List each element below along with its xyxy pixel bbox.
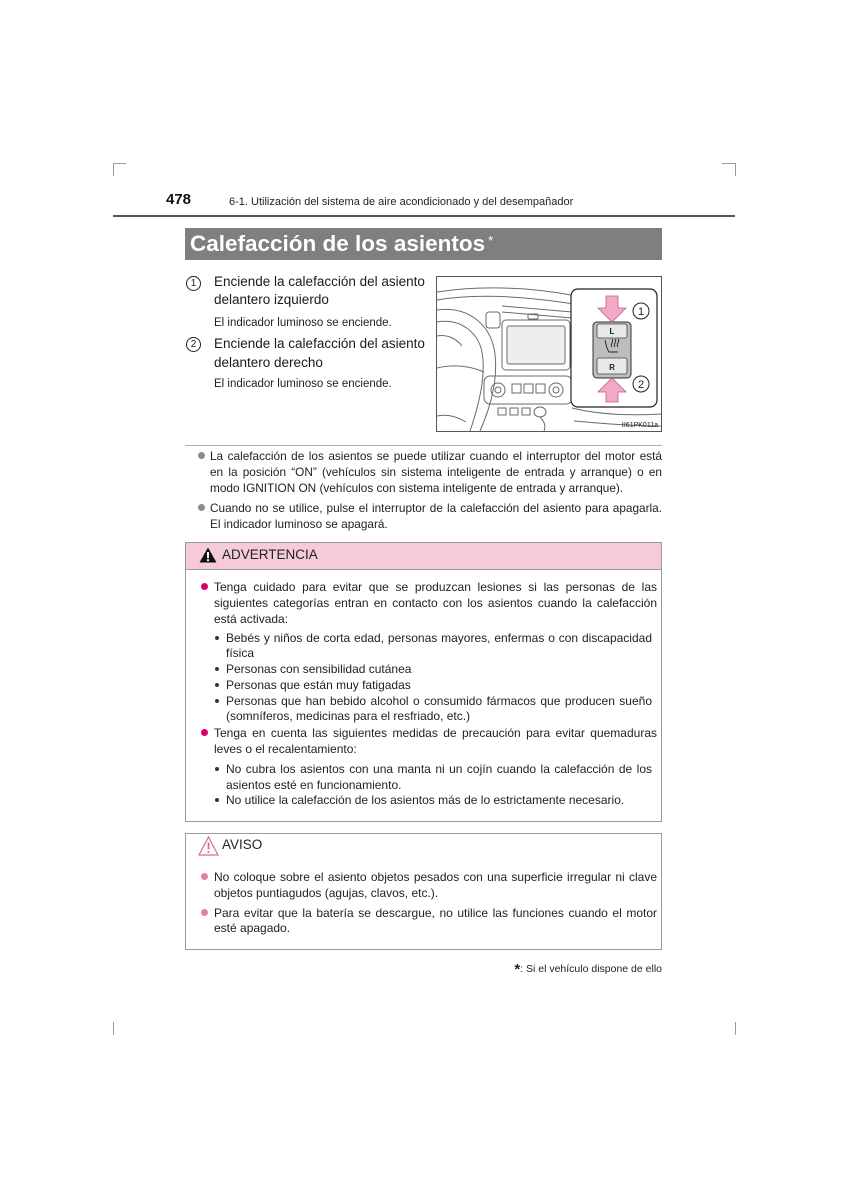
section-heading: 6-1. Utilización del sistema de aire acondicionado y del desempañador: [229, 196, 574, 208]
sub-bullet: [215, 699, 219, 703]
crop-mark-bottom-left: [113, 1022, 114, 1035]
display-screen: [507, 326, 565, 364]
warning-subitem-line: No cubra los asientos con una manta ni un cojín cuando la calefacción de los: [226, 762, 652, 776]
notice-line: esté apagado.: [214, 921, 291, 935]
step-number: 2: [190, 339, 197, 350]
note-bullet: [198, 452, 205, 459]
sub-bullet: [215, 767, 219, 771]
crop-mark-bottom-right: [735, 1022, 736, 1035]
notes-divider: [185, 445, 662, 446]
notice-line: No coloque sobre el asiento objetos pesados con una superficie irregular ni clave: [214, 870, 657, 884]
sub-bullet: [215, 636, 219, 640]
crop-mark-top-right-v: [735, 163, 736, 176]
caution-triangle-icon: [198, 836, 219, 856]
sub-bullet: [215, 798, 219, 802]
callout-number: 2: [637, 379, 645, 391]
switch-left-label: L: [609, 327, 615, 336]
step-text-line: Enciende la calefacción del asiento: [214, 274, 425, 289]
sub-bullet: [215, 667, 219, 671]
step-detail: El indicador luminoso se enciende.: [214, 378, 392, 390]
seat-heater-switch-illustration: [436, 276, 662, 432]
note-line: modo IGNITION ON (vehículos con sistema inteligente de entrada y arranque).: [210, 481, 624, 495]
crop-mark-top-left-v: [113, 163, 114, 176]
header-rule: [113, 215, 735, 217]
crop-mark-top-left-h: [113, 163, 126, 164]
warning-subitem-line: asientos esté en funcionamiento.: [226, 778, 402, 792]
warning-triangle-icon: [199, 547, 217, 563]
warning-subitem-line: Personas con sensibilidad cutánea: [226, 662, 412, 676]
step-number-badge: [186, 276, 201, 291]
warning-bullet: [201, 583, 208, 590]
page-title-text: Calefacción de los asientos: [190, 231, 486, 256]
page-title-bar: [185, 228, 662, 260]
notice-line: Para evitar que la batería se descargue, no utilice las funciones cuando el motor: [214, 906, 657, 920]
step-text-line: delantero izquierdo: [214, 292, 329, 307]
switch-right-label: R: [609, 363, 615, 372]
notice-line: objetos puntiagudos (agujas, clavos, etc.).: [214, 886, 439, 900]
step-text-line: delantero derecho: [214, 355, 323, 370]
footnote-mark: *: [514, 961, 521, 978]
note-bullet: [198, 504, 205, 511]
notice-bullet: [201, 873, 208, 880]
warning-line: Tenga cuidado para evitar que se produzcan lesiones si las personas de las: [214, 580, 657, 594]
footnote-text: : Si el vehículo dispone de ello: [520, 963, 662, 975]
crop-mark-top-right-h: [722, 163, 735, 164]
sub-bullet: [215, 683, 219, 687]
note-line: Cuando no se utilice, pulse el interruptor de la calefacción del asiento para apagarla.: [210, 501, 662, 515]
warning-line: leves o el recalentamiento:: [214, 742, 357, 756]
warning-line: siguientes categorías entran en contacto con los asientos cuando la calefacción: [214, 596, 657, 610]
warning-line: está activada:: [214, 612, 289, 626]
callout-number: 1: [637, 306, 645, 318]
step-detail: El indicador luminoso se enciende.: [214, 317, 392, 329]
step-text-line: Enciende la calefacción del asiento: [214, 336, 425, 351]
warning-subitem-line: No utilice la calefacción de los asientos más de lo estrictamente necesario.: [226, 793, 625, 807]
warning-subitem-line: física: [226, 646, 255, 660]
warning-bullet: [201, 729, 208, 736]
page-title: [190, 228, 493, 260]
page-number: 478: [166, 191, 192, 208]
step-number-badge: [186, 337, 201, 352]
warning-subitem-line: (somníferos, medicinas para el resfriado, etc.): [226, 709, 471, 723]
page-title-footnote-mark: *: [488, 233, 494, 248]
notice-bullet: [201, 909, 208, 916]
footnote: [514, 959, 662, 978]
warning-subitem-line: Personas que han bebido alcohol o consumido fármacos que producen sueño: [226, 694, 652, 708]
warning-subitem-line: Bebés y niños de corta edad, personas mayores, enfermas o con discapacidad: [226, 631, 652, 645]
figure-code: II61PK011a: [621, 422, 658, 429]
warning-heading: ADVERTENCIA: [222, 547, 318, 562]
note-line: La calefacción de los asientos se puede utilizar cuando el interruptor del motor está: [210, 449, 662, 463]
note-line: en la posición “ON” (vehículos sin sistema inteligente de entrada y arranque) o en: [210, 465, 662, 479]
warning-line: Tenga en cuenta las siguientes medidas de precaución para evitar quemaduras: [214, 726, 657, 740]
note-line: El indicador luminoso se apagará.: [210, 517, 388, 531]
notice-heading: AVISO: [222, 837, 263, 852]
warning-subitem-line: Personas que están muy fatigadas: [226, 678, 411, 692]
step-number: 1: [190, 278, 197, 289]
